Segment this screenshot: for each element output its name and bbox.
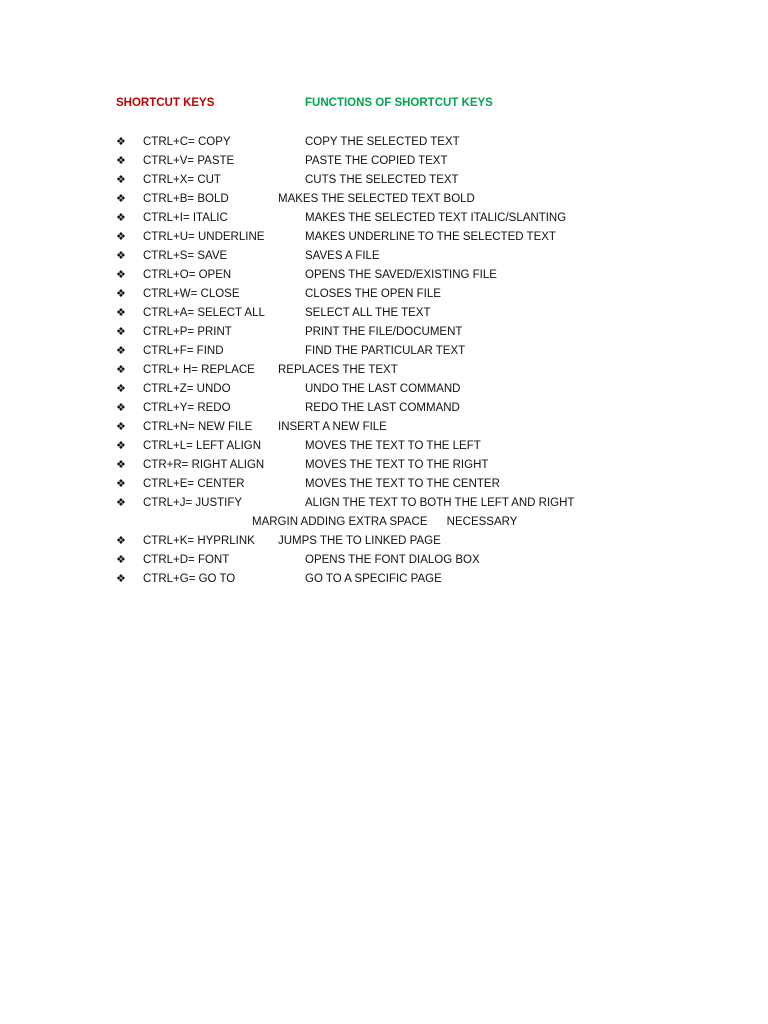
shortcut-key: CTRL+X= CUT — [143, 174, 221, 186]
shortcut-key: CTRL+V= PASTE — [143, 155, 235, 167]
list-item — [0, 268, 768, 287]
bullet-diamond-icon: ❖ — [116, 212, 126, 224]
shortcut-key: CTRL+L= LEFT ALIGN — [143, 440, 262, 452]
list-item — [0, 230, 768, 249]
list-item-continuation — [0, 515, 768, 534]
shortcut-key: CTRL+Z= UNDO — [143, 383, 231, 395]
shortcut-function: ALIGN THE TEXT TO BOTH THE LEFT AND RIGHT — [305, 497, 575, 509]
bullet-diamond-icon: ❖ — [116, 554, 126, 566]
shortcut-key: CTRL+D= FONT — [143, 554, 230, 566]
list-item — [0, 249, 768, 268]
bullet-diamond-icon: ❖ — [116, 421, 126, 433]
shortcut-function: MOVES THE TEXT TO THE LEFT — [305, 440, 481, 452]
shortcut-function: MOVES THE TEXT TO THE RIGHT — [305, 459, 489, 471]
shortcut-function: PASTE THE COPIED TEXT — [305, 155, 448, 167]
bullet-diamond-icon: ❖ — [116, 345, 126, 357]
shortcut-key: CTRL+U= UNDERLINE — [143, 231, 265, 243]
shortcut-function: COPY THE SELECTED TEXT — [305, 136, 460, 148]
shortcut-key: CTRL+O= OPEN — [143, 269, 232, 281]
bullet-diamond-icon: ❖ — [116, 269, 126, 281]
bullet-diamond-icon: ❖ — [116, 307, 126, 319]
shortcut-function: OPENS THE SAVED/EXISTING FILE — [305, 269, 497, 281]
shortcut-key: CTRL+B= BOLD — [143, 193, 229, 205]
list-item — [0, 211, 768, 230]
shortcut-function: MAKES THE SELECTED TEXT BOLD — [278, 193, 475, 205]
shortcut-key: CTRL+Y= REDO — [143, 402, 231, 414]
bullet-diamond-icon: ❖ — [116, 174, 126, 186]
list-item — [0, 420, 768, 439]
shortcut-key: CTRL+C= COPY — [143, 136, 231, 148]
shortcut-function: MOVES THE TEXT TO THE CENTER — [305, 478, 500, 490]
bullet-diamond-icon: ❖ — [116, 231, 126, 243]
list-item — [0, 325, 768, 344]
shortcut-key: CTRL+I= ITALIC — [143, 212, 228, 224]
list-item — [0, 154, 768, 173]
shortcut-key: CTRL+K= HYPRLINK — [143, 535, 255, 547]
shortcut-key: CTRL+N= NEW FILE — [143, 421, 253, 433]
bullet-diamond-icon: ❖ — [116, 326, 126, 338]
shortcut-function: REDO THE LAST COMMAND — [305, 402, 460, 414]
shortcut-key: CTRL+E= CENTER — [143, 478, 245, 490]
shortcut-key: CTRL+S= SAVE — [143, 250, 228, 262]
shortcut-function: FIND THE PARTICULAR TEXT — [305, 345, 466, 357]
bullet-diamond-icon: ❖ — [116, 459, 126, 471]
bullet-diamond-icon: ❖ — [116, 440, 126, 452]
shortcut-list — [0, 135, 768, 591]
list-item — [0, 534, 768, 553]
bullet-diamond-icon: ❖ — [116, 364, 126, 376]
shortcut-key: CTRL+G= GO TO — [143, 573, 236, 585]
shortcut-key: CTRL+W= CLOSE — [143, 288, 240, 300]
shortcut-function: CLOSES THE OPEN FILE — [305, 288, 441, 300]
shortcut-function: GO TO A SPECIFIC PAGE — [305, 573, 442, 585]
shortcut-function: OPENS THE FONT DIALOG BOX — [305, 554, 480, 566]
list-item — [0, 553, 768, 572]
bullet-diamond-icon: ❖ — [116, 136, 126, 148]
shortcut-function: MAKES UNDERLINE TO THE SELECTED TEXT — [305, 231, 556, 243]
shortcut-key: CTRL+P= PRINT — [143, 326, 232, 338]
bullet-diamond-icon: ❖ — [116, 478, 126, 490]
list-item — [0, 363, 768, 382]
shortcut-key: CTRL+ H= REPLACE — [143, 364, 255, 376]
list-item — [0, 477, 768, 496]
shortcut-function: PRINT THE FILE/DOCUMENT — [305, 326, 463, 338]
function-text-continuation: MARGIN ADDING EXTRA SPACE NECESSARY — [252, 516, 518, 528]
shortcut-key: CTRL+A= SELECT ALL — [143, 307, 265, 319]
heading-functions: FUNCTIONS OF SHORTCUT KEYS — [305, 97, 493, 109]
shortcut-function: UNDO THE LAST COMMAND — [305, 383, 461, 395]
shortcut-function: MAKES THE SELECTED TEXT ITALIC/SLANTING — [305, 212, 567, 224]
bullet-diamond-icon: ❖ — [116, 155, 126, 167]
list-item — [0, 439, 768, 458]
shortcut-function: JUMPS THE TO LINKED PAGE — [278, 535, 441, 547]
list-item — [0, 173, 768, 192]
shortcut-function: REPLACES THE TEXT — [278, 364, 398, 376]
list-item — [0, 382, 768, 401]
bullet-diamond-icon: ❖ — [116, 497, 126, 509]
list-item — [0, 287, 768, 306]
shortcut-key: CTRL+J= JUSTIFY — [143, 497, 243, 509]
list-item — [0, 401, 768, 420]
shortcut-function: SAVES A FILE — [305, 250, 380, 262]
list-item — [0, 344, 768, 363]
shortcut-function: SELECT ALL THE TEXT — [305, 307, 431, 319]
list-item — [0, 572, 768, 591]
bullet-diamond-icon: ❖ — [116, 383, 126, 395]
bullet-diamond-icon: ❖ — [116, 288, 126, 300]
bullet-diamond-icon: ❖ — [116, 402, 126, 414]
bullet-diamond-icon: ❖ — [116, 535, 126, 547]
heading-shortcut-keys: SHORTCUT KEYS — [116, 97, 215, 109]
bullet-diamond-icon: ❖ — [116, 573, 126, 585]
bullet-diamond-icon: ❖ — [116, 250, 126, 262]
list-item — [0, 458, 768, 477]
list-item — [0, 306, 768, 325]
shortcut-key: CTR+R= RIGHT ALIGN — [143, 459, 265, 471]
list-item — [0, 135, 768, 154]
bullet-diamond-icon: ❖ — [116, 193, 126, 205]
shortcut-key: CTRL+F= FIND — [143, 345, 224, 357]
shortcut-function: CUTS THE SELECTED TEXT — [305, 174, 459, 186]
list-item — [0, 496, 768, 515]
shortcut-function: INSERT A NEW FILE — [278, 421, 387, 433]
list-item — [0, 192, 768, 211]
